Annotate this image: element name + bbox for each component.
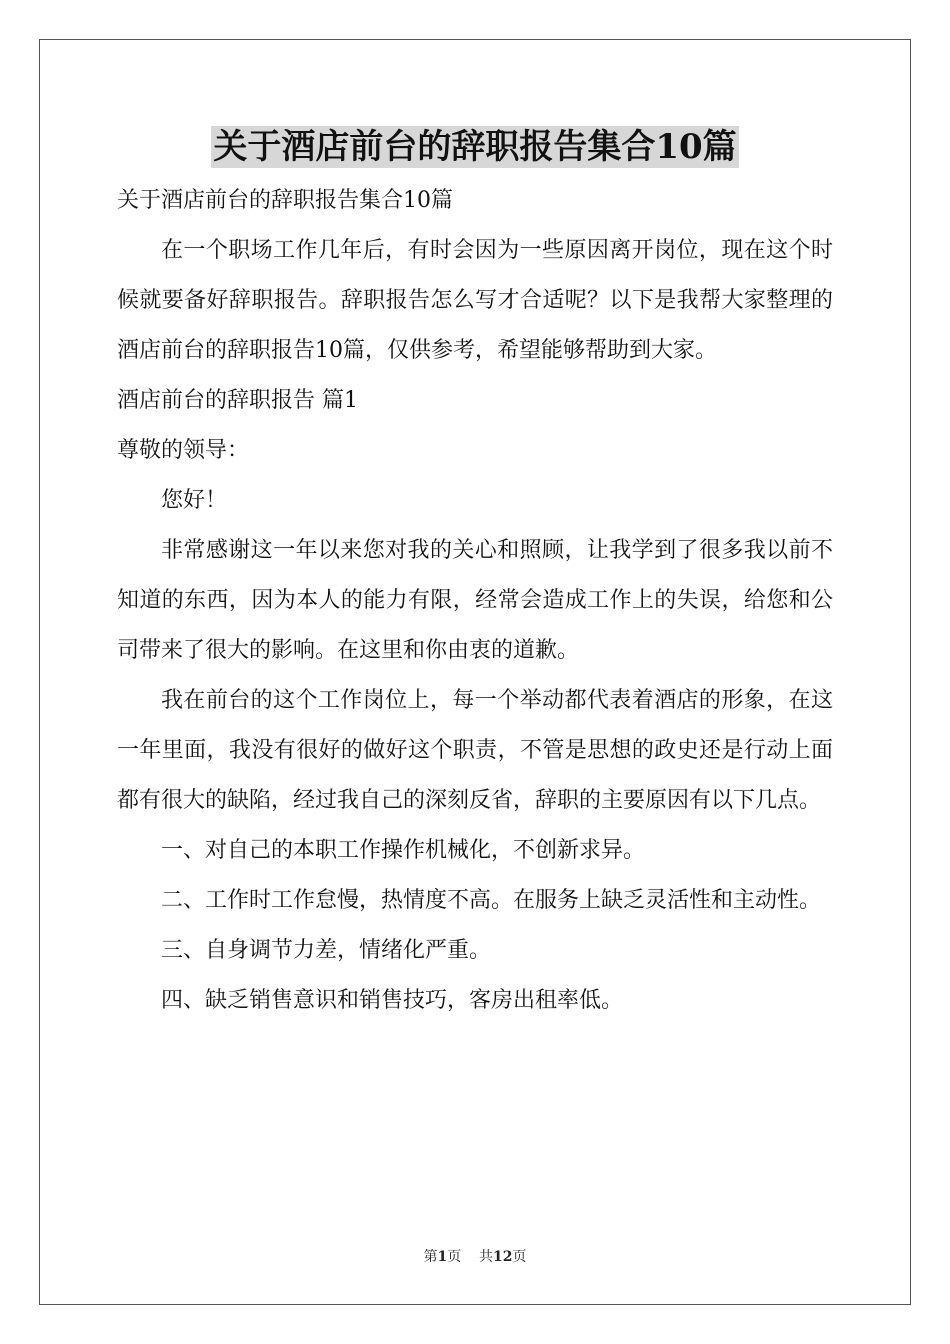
section-heading: 酒店前台的辞职报告 篇1 — [117, 388, 358, 413]
intro-paragraph: 在一个职场工作几年后，有时会因为一些原因离开岗位，现在这个时候就要备好辞职报告。辞职报告怎么写才合适呢？以下是我帮大家整理的酒店前台的辞职报告10篇，仅供参考，希望能够帮助到大家。 — [117, 238, 833, 363]
document-subtitle: 关于酒店前台的辞职报告集合10篇 — [117, 188, 453, 213]
reason-item: 三、自身调节力差，情绪化严重。 — [161, 938, 492, 963]
body-paragraph: 我在前台的这个工作岗位上，每一个举动都代表着酒店的形象，在这一年里面，我没有很好的做好这个职责，不管是思想的政史还是行动上面都有很大的缺陷，经过我自己的深刻反省，辞职的主要原因有以下几点。 — [117, 688, 833, 813]
total-page-number: 12 — [493, 1249, 513, 1265]
body-paragraph: 非常感谢这一年以来您对我的关心和照顾，让我学到了很多我以前不知道的东西，因为本人的能力有限，经常会造成工作上的失误，给您和公司带来了很大的影响。在这里和你由衷的道歉。 — [117, 538, 833, 663]
total-prefix: 共 — [479, 1249, 494, 1265]
title-container — [0, 126, 950, 168]
document-body — [117, 176, 833, 1026]
greeting: 您好！ — [161, 488, 228, 513]
reason-item: 二、工作时工作怠慢，热情度不高。在服务上缺乏灵活性和主动性。 — [161, 888, 822, 913]
page-footer — [0, 1246, 950, 1266]
total-suffix: 页 — [512, 1249, 527, 1265]
salutation: 尊敬的领导： — [117, 438, 250, 463]
page-prefix: 第 — [423, 1249, 438, 1265]
document-title: 关于酒店前台的辞职报告集合10篇 — [213, 127, 737, 167]
current-page-number: 1 — [437, 1249, 448, 1265]
page-suffix: 页 — [447, 1249, 462, 1265]
reason-item: 四、缺乏销售意识和销售技巧，客房出租率低。 — [161, 988, 624, 1013]
reason-item: 一、对自己的本职工作操作机械化，不创新求异。 — [161, 838, 646, 863]
